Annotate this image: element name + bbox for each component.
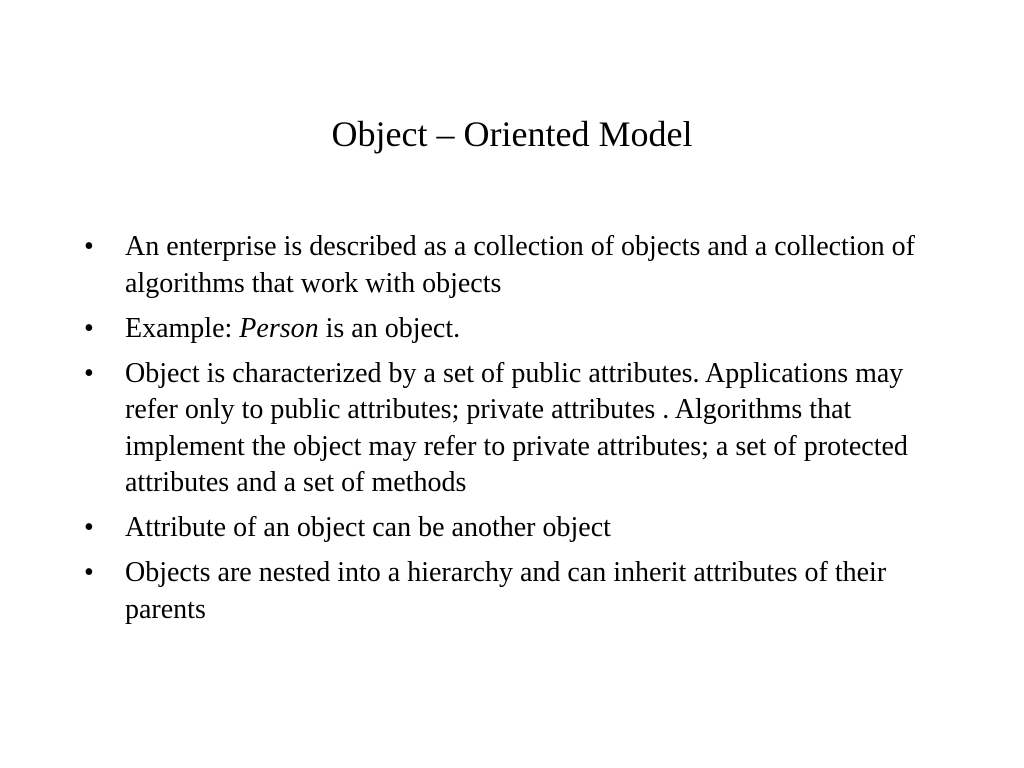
bullet-text: Objects are nested into a hierarchy and can inherit attributes of their parents — [125, 557, 887, 625]
bullet-text — [125, 313, 460, 344]
bullet-marker: • — [84, 512, 94, 543]
example-prefix: Example: — [125, 312, 240, 344]
bullet-text: Object is characterized by a set of public attributes. Applications may refer only to public attributes; private attributes . Algorithms that implement the object may refer to private attributes; a set of protected attributes and a set of methods — [125, 357, 908, 498]
slide-title: Object – Oriented Model — [331, 114, 693, 154]
bullet-item — [84, 229, 944, 302]
bullet-text: An enterprise is described as a collection of objects and a collection of algorithms that work with objects — [125, 231, 915, 299]
bullet-marker: • — [84, 312, 94, 344]
bullet-item — [84, 510, 944, 547]
bullet-marker: • — [84, 357, 94, 389]
bullet-marker: • — [84, 231, 94, 262]
bullet-marker: • — [84, 557, 94, 588]
bullet-text: Attribute of an object can be another object — [125, 512, 611, 543]
bullet-item — [84, 356, 944, 502]
bullet-item — [84, 311, 944, 348]
example-emphasis: Person — [239, 312, 319, 344]
bullet-list — [84, 229, 944, 637]
bullet-item — [84, 555, 944, 628]
example-suffix: is an object. — [318, 312, 461, 344]
